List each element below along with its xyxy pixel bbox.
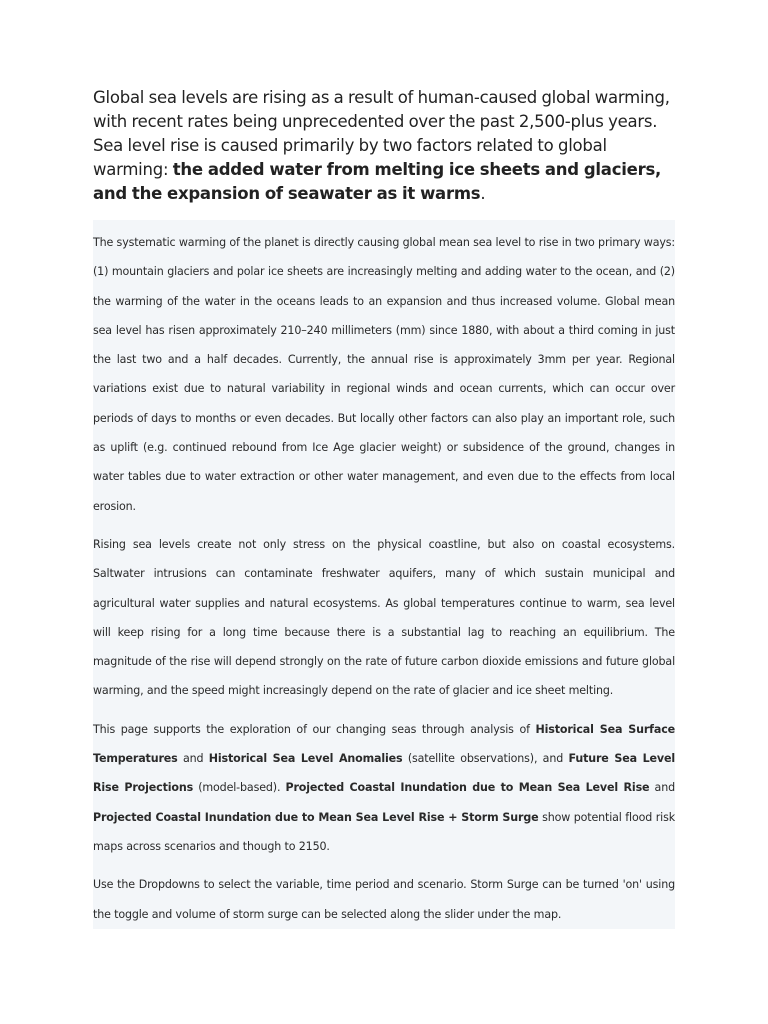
- paragraph-impacts: Rising sea levels create not only stress on the physical coastline, but also on coastal ecosystems. Saltwater intrusions can contaminate freshwater aquifers, many of which sustain municipal and agricultural water supplies and natural ecosystems. As global temperatures continue to warm, sea level will keep rising for a long time because there is a substantial lag to reaching an equilibrium. The magnitude of the rise will depend strongly on the rate of future carbon dioxide emissions and future global warming, and the speed might increasingly depend on the rate of glacier and ice sheet melting.: [93, 537, 675, 698]
- info-panel: [93, 220, 675, 929]
- intro-text: Global sea levels are rising as a result of human-caused global warming, with recent rates being unprecedented over the past 2,500-plus years. Sea level rise is caused primarily by two factors related to global warming:: [93, 88, 670, 179]
- overview-text: and: [649, 781, 675, 795]
- paragraph-sea-level-causes: The systematic warming of the planet is directly causing global mean sea level to rise in two primary ways: (1) mountain glaciers and polar ice sheets are increasingly melting and adding water to the ocean, and (2) the warming of the water in the oceans leads to an expansion and thus increased volume. Global mean sea level has risen approximately 210–240 millimeters (mm) since 1880, with about a third coming in just the last two and a half decades. Currently, the annual rise is approximately 3mm per year. Regional variations exist due to natural variability in regional winds and ocean currents, which can occur over periods of days to months or even decades. But locally other factors can also play an important role, such as uplift (e.g. continued rebound from Ice Age glacier weight) or subsidence of the ground, changes in water tables due to water extraction or other water management, and even due to the effects from local erosion.: [93, 236, 675, 513]
- overview-bold-inundation-surge: Projected Coastal Inundation due to Mean Sea Level Rise + Storm Surge: [93, 810, 539, 824]
- overview-text: (satellite observations), and: [402, 752, 569, 766]
- intro-bold-text: the added water from melting ice sheets and glaciers, and the expansion of seawater as it warms: [93, 160, 662, 203]
- paragraph-page-overview: [93, 715, 675, 861]
- paragraph-instructions: Use the Dropdowns to select the variable, time period and scenario. Storm Surge can be turned 'on' using the toggle and volume of storm surge can be selected along the slider under the map.: [93, 878, 675, 921]
- intro-text-end: .: [480, 184, 486, 203]
- intro-paragraph: [93, 86, 675, 206]
- overview-text: (model-based).: [193, 781, 286, 795]
- overview-text: This page supports the exploration of our changing seas through analysis of: [93, 722, 536, 736]
- overview-bold-inundation: Projected Coastal Inundation due to Mean Sea Level Rise: [285, 781, 650, 795]
- overview-bold-projections: Future Sea Level Rise Projections: [93, 752, 675, 795]
- overview-text: show potential flood risk maps across scenarios and though to 2150.: [93, 810, 675, 853]
- page-content: [93, 86, 675, 929]
- overview-bold-sst: Historical Sea Surface Temperatures: [93, 722, 675, 766]
- overview-bold-sla: Historical Sea Level Anomalies: [208, 752, 403, 766]
- overview-text: and: [177, 752, 209, 766]
